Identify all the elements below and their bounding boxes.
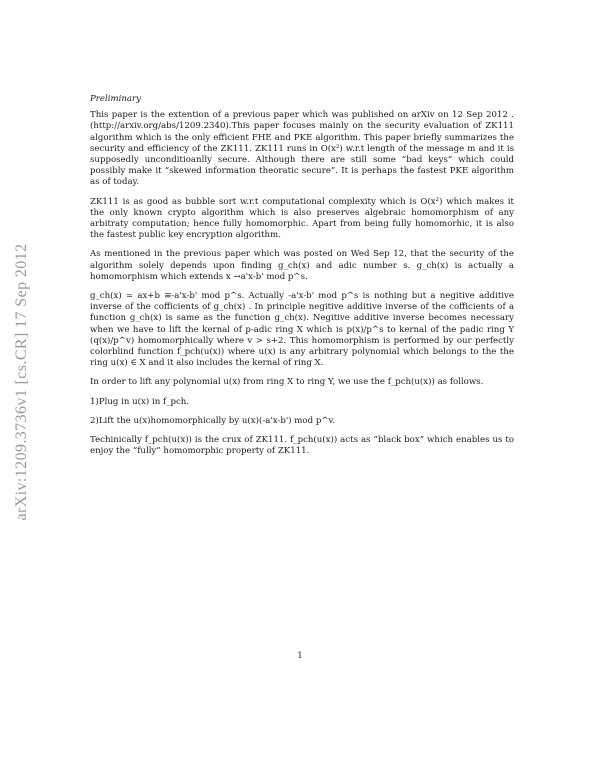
arxiv-identifier-stamp: arXiv:1209.3736v1 [cs.CR] 17 Sep 2012: [13, 243, 30, 521]
paragraph-complexity: ZK111 is as good as bubble sort w.r.t computational complexity which is O(x²) which makes it the only known crypto algorithm which is also preserves algebraic homomorphism of any arbitraty computation; hence fully homomorphic. Apart from being fully homomorhic, it is also the fastest public key encryption algorithm.: [90, 196, 514, 241]
paragraph-lift-intro: In order to lift any polynomial u(x) from ring X to ring Y, we use the f_pch(u(x)) as follows.: [90, 377, 484, 388]
paper-body: [90, 94, 514, 465]
paragraph-negative-inverse: g_ch(x) = ax+b ≡-a'x-b' mod p^s. Actually -a'x-b' mod p^s is nothing but a negitive additive inverse of the cofficients of g_ch(x) . In principle negitive additive inverse of the cofficients of a function g_ch(x) is same as the function g_ch(x). Negitive additive inverse becomes necessary when we have to lift the kernal of p-adic ring X which is p(x)/p^s to kernal of the padic ring Y (q(x)/p^v) homomorphically where v > s+2. This homomorphism is performed by our perfectly colorblind function f_pch(u(x)) where u(x) is any arbitrary polynomial which belongs to the the ring u(x) ∈ X and it also includes the kernal of ring X.: [90, 291, 514, 369]
paragraph-security: As mentioned in the previous paper which was posted on Wed Sep 12, that the security of the algorithm solely depends upon finding g_ch(x) and adic number s. g_ch(x) is actually a homomorphism which extends x →a'x-b' mod p^s.: [90, 249, 514, 282]
page-number: 1: [297, 651, 303, 661]
paragraph-conclusion: Techinically f_pch(u(x)) is the crux of ZK111. f_pch(u(x)) acts as “black box” which enables us to enjoy the “fully” homomorphic property of ZK111.: [90, 435, 514, 457]
preliminary-label: Preliminary: [90, 94, 141, 104]
paragraph-step-1: 1)Plug in u(x) in f_pch.: [90, 396, 190, 407]
paragraph-intro: This paper is the extention of a previous paper which was published on arXiv on 12 Sep 2012 .(http://arxiv.org/abs/1209.2340).This paper focuses mainly on the security evaluation of ZK111 algorithm which is the only efficient FHE and PKE algorithm. This paper briefly summarizes the security and efficiency of the ZK111. ZK111 runs in O(x²) w.r.t length of the message m and it is supposedly unconditioanlly secure. Although there are still some “bad keys” which could possibly make it “skewed information theoratic secure”. It is perhaps the fastest PKE algorithm as of today.: [90, 110, 514, 188]
paragraph-step-2: 2)Lift the u(x)homomorphically by u(x)(-a'x-b') mod p^v.: [90, 415, 336, 426]
